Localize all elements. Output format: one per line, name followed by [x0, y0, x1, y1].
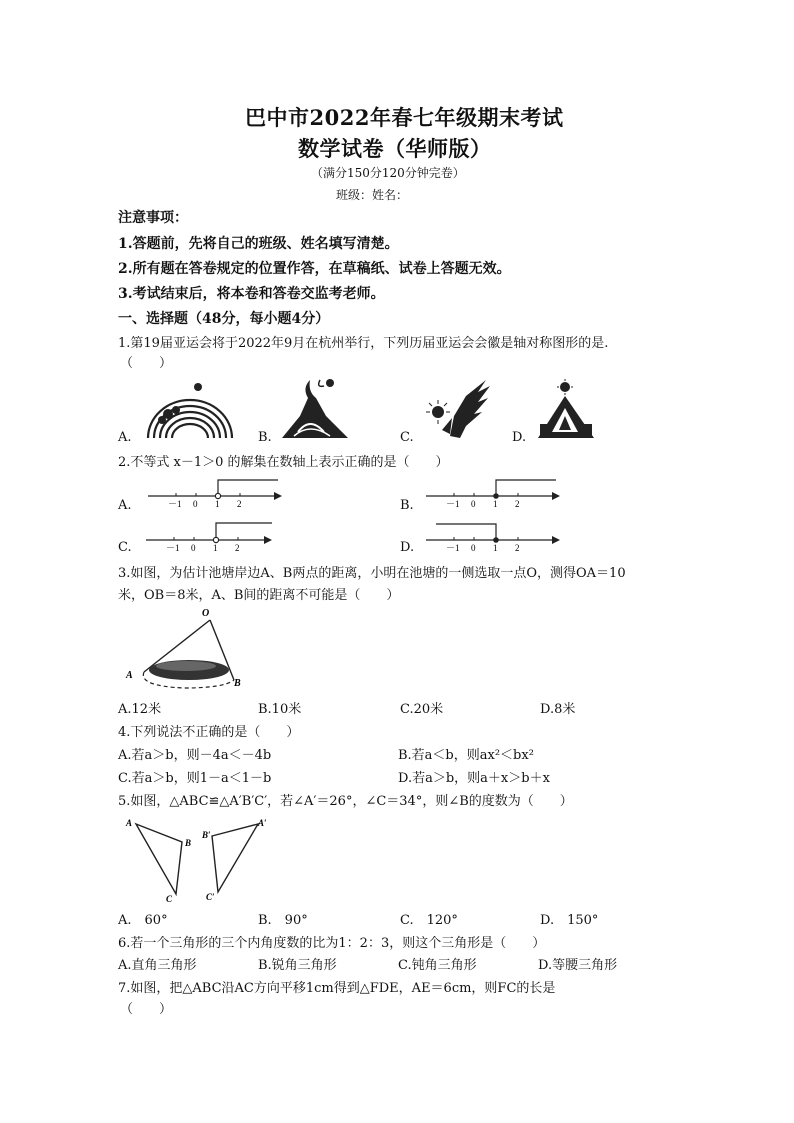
q3-option-c: C.20米 — [400, 702, 444, 717]
label-c: C — [166, 894, 173, 904]
q3-option-a: A.12米 — [118, 702, 162, 717]
q5-option-a: A. 60° — [118, 913, 168, 928]
number-line-a — [146, 478, 286, 510]
q5-stem: 5.如图，△ABC≌△A′B′C′，若∠A′＝26°，∠C＝34°，则∠B的度数为（ ） — [118, 794, 573, 809]
q5-option-c: C. 120° — [400, 913, 458, 928]
tick-label: 1 — [213, 543, 218, 553]
emblem-a-icon — [140, 378, 240, 440]
class-name-line: 班级：姓名： — [336, 188, 409, 202]
tick-label: 2 — [515, 543, 520, 553]
emblem-d-icon — [534, 378, 598, 440]
congruent-triangles-diagram — [124, 814, 284, 904]
exam-title: 巴中市2022年春七年级期末考试 — [245, 105, 564, 130]
q6-stem: 6.若一个三角形的三个内角度数的比为1：2：3，则这个三角形是（ ） — [118, 936, 546, 951]
tick-label: 2 — [237, 499, 242, 509]
tick-label: 0 — [471, 543, 476, 553]
tick-label: －1 — [446, 499, 460, 509]
label-a-prime: A′ — [258, 818, 267, 828]
q1-option-d: D. — [512, 430, 527, 445]
emblem-c-icon — [420, 376, 492, 442]
q1-option-b: B. — [258, 430, 272, 445]
label-b: B — [185, 838, 192, 848]
exam-score-time: （满分150分120分钟完卷） — [311, 166, 465, 180]
label-a: A — [126, 670, 133, 681]
q2-option-d: D. — [400, 540, 415, 555]
notice-item-3: 3.考试结束后，将本卷和答卷交监考老师。 — [118, 286, 385, 302]
q6-option-c: C.钝角三角形 — [398, 958, 477, 973]
pond-diagram — [124, 604, 254, 694]
tick-label: －1 — [168, 499, 182, 509]
label-c-prime: C′ — [206, 892, 215, 902]
q1-stem: 1.第19届亚运会将于2022年9月在杭州举行，下列历届亚运会会徽是轴对称图形的是. — [118, 336, 609, 351]
tick-label: －1 — [166, 543, 180, 553]
section-heading: 一、选择题（48分，每小题4分） — [118, 311, 330, 327]
q1-option-a: A. — [118, 430, 132, 445]
notice-heading: 注意事项： — [118, 210, 188, 226]
tick-label: 1 — [493, 543, 498, 553]
q5-option-d: D. 150° — [540, 913, 599, 928]
tick-label: 1 — [493, 499, 498, 509]
q3-option-b: B.10米 — [258, 702, 302, 717]
q3-option-d: D.8米 — [540, 702, 576, 717]
q2-option-b: B. — [400, 498, 414, 513]
q5-option-b: B. 90° — [258, 913, 308, 928]
q7-stem: 7.如图，把△ABC沿AC方向平移1cm得到△FDE，AE＝6cm，则FC的长是 — [118, 981, 556, 996]
q6-option-d: D.等腰三角形 — [538, 958, 618, 973]
q6-option-b: B.锐角三角形 — [258, 958, 337, 973]
q4-option-a: A.若a＞b，则－4a＜－4b — [118, 748, 272, 763]
q3-stem-line1: 3.如图，为估计池塘岸边A、B两点的距离，小明在池塘的一侧选取一点O，测得OA＝10 — [118, 566, 626, 581]
q1-option-c: C. — [400, 430, 414, 445]
tick-label: －1 — [446, 543, 460, 553]
q4-option-d: D.若a＞b，则a＋x＞b＋x — [398, 771, 550, 786]
number-line-b — [424, 478, 564, 510]
q1-paren: （ ） — [120, 356, 173, 371]
tick-label: 0 — [191, 543, 196, 553]
tick-label: 0 — [193, 499, 198, 509]
q3-stem-line2: 米，OB＝8米，A、B间的距离不可能是（ ） — [118, 588, 400, 603]
tick-label: 2 — [235, 543, 240, 553]
q2-option-c: C. — [118, 540, 132, 555]
tick-label: 1 — [215, 499, 220, 509]
q4-option-b: B.若a＜b，则ax²＜bx² — [398, 748, 534, 763]
number-line-d — [424, 520, 564, 552]
label-a: A — [126, 818, 133, 828]
q7-paren: （ ） — [120, 1002, 173, 1017]
number-line-c — [144, 520, 284, 552]
label-b: B — [234, 678, 241, 689]
exam-subject-title: 数学试卷（华师版） — [298, 136, 492, 161]
q4-stem: 4.下列说法不正确的是（ ） — [118, 725, 300, 740]
emblem-b-icon — [280, 376, 350, 440]
tick-label: 2 — [515, 499, 520, 509]
tick-label: 0 — [471, 499, 476, 509]
q4-option-c: C.若a＞b，则1－a＜1－b — [118, 771, 272, 786]
notice-item-2: 2.所有题在答卷规定的位置作答，在草稿纸、试卷上答题无效。 — [118, 261, 511, 277]
label-b-prime: B′ — [202, 830, 211, 840]
q2-option-a: A. — [118, 498, 132, 513]
q2-stem: 2.不等式 x－1＞0 的解集在数轴上表示正确的是（ ） — [118, 455, 449, 470]
q6-option-a: A.直角三角形 — [118, 958, 197, 973]
label-o: O — [202, 608, 210, 619]
notice-item-1: 1.答题前，先将自己的班级、姓名填写清楚。 — [118, 236, 399, 252]
